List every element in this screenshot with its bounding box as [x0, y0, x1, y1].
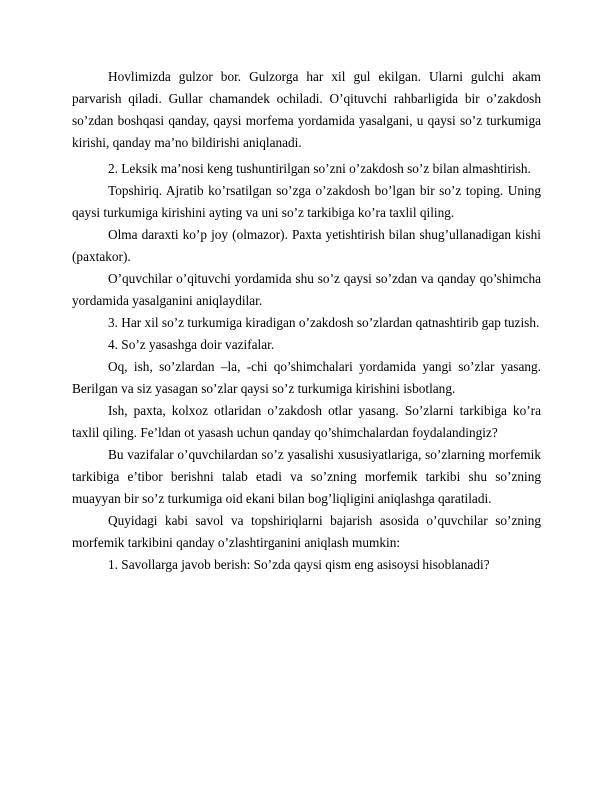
paragraph-2: 2. Leksik ma’nosi keng tushuntirilgan so’zni o’zakdosh so’z bilan almashtirish. — [108, 161, 531, 176]
paragraph-5: O’quvchilar o’qituvchi yordamida shu so’z qaysi so’zdan va qanday qo’shimcha yordamida yasalganini aniqlaydilar. — [72, 271, 541, 308]
paragraph-1: Hovlimizda gulzor bor. Gulzorga har xil gul ekilgan. Ularni gulchi akam parvarish qiladi. Gullar chamandek ochiladi. O’qituvchi rahbarligida bir o’zakdosh so’zdan boshqasi qanday, qaysi morfema yordamida yasalgani, u qaysi so’z turkumiga kirishi, qanday ma’no bildirishi aniqlanadi. — [72, 69, 541, 150]
paragraph-7: 4. So’z yasashga doir vazifalar. — [108, 337, 275, 352]
paragraph-9: Ish, paxta, kolxoz otlaridan o’zakdosh otlar yasang. So’zlarni tarkibiga ko’ra taxlil qiling. Fe’ldan ot yasash uchun qanday qo’shimchalardan foydalandingiz? — [72, 403, 541, 440]
paragraph-12: 1. Savollarga javob berish: So’zda qaysi qism eng asisoysi hisoblanadi? — [108, 557, 490, 572]
paragraph-8: Oq, ish, so’zlardan –la, -chi qo’shimchalari yordamida yangi so’zlar yasang. Berilgan va siz yasagan so’zlar qaysi so’z turkumiga kirishini isbotlang. — [72, 359, 541, 396]
paragraph-6: 3. Har xil so’z turkumiga kiradigan o’zakdosh so’zlardan qatnashtirib gap tuzish. — [108, 315, 540, 330]
paragraph-3: Topshiriq. Ajratib ko’rsatilgan so’zga o’zakdosh bo’lgan bir so’z toping. Uning qaysi turkumiga kirishini ayting va uni so’z tarkibiga ko’ra taxlil qiling. — [72, 183, 541, 220]
paragraph-10: Bu vazifalar o’quvchilardan so’z yasalishi xususiyatlariga, so’zlarning morfemik tarkibiga e’tibor berishni talab etadi va so’zning morfemik tarkibi shu so’zning muayyan bir so’z turkumiga oid ekani bilan bog’liqligini aniqlashga qaratiladi. — [72, 447, 541, 506]
paragraph-11: Quyidagi kabi savol va topshiriqlarni bajarish asosida o’quvchilar so’zning morfemik tarkibini qanday o’zlashtirganini aniqlash mumkin: — [72, 513, 541, 550]
paragraph-4: Olma daraxti ko’p joy (olmazor). Paxta yetishtirish bilan shug’ullanadigan kishi (paxtakor). — [72, 227, 541, 264]
document-body — [72, 66, 541, 576]
